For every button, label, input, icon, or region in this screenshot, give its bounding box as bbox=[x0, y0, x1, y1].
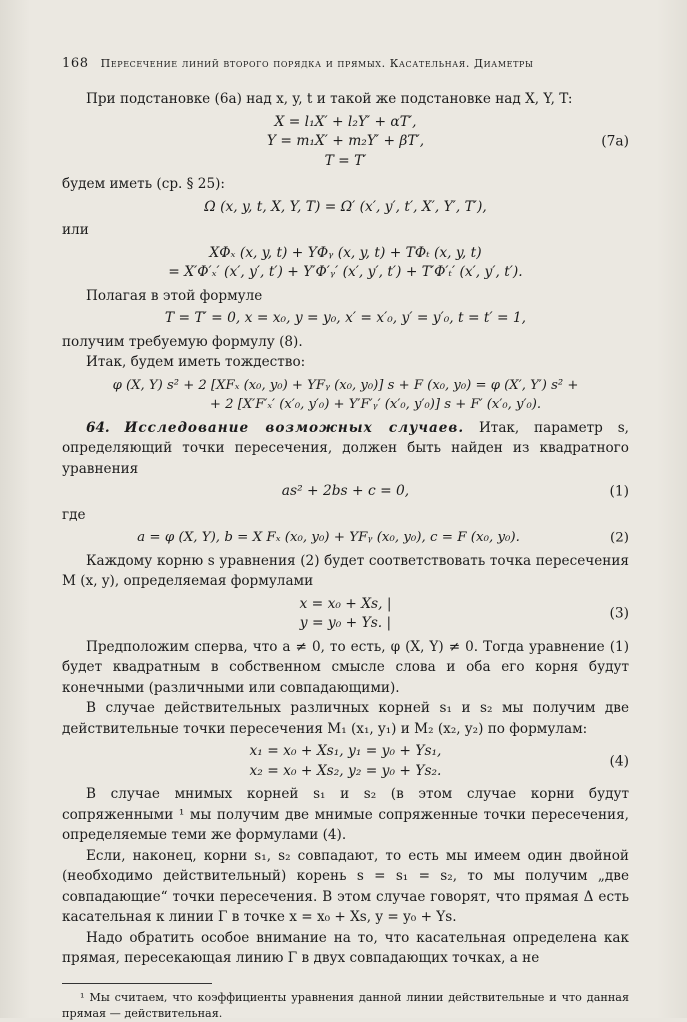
footnote-divider bbox=[62, 983, 212, 984]
paragraph: Если, наконец, корни s₁, s₂ совпадают, то есть мы имеем один двойной (необходимо действительный) корень s = s₁ = s₂, то мы получим „две совпадающие“ точки пересечения. В этом случае говорят, что прямая Δ есть касательная к линии Γ в точке x = x₀ + Xs, y = y₀ + Ys. bbox=[62, 847, 629, 925]
footnote: ¹ Мы считаем, что коэффициенты уравнения данной линии действительные и что данная прямая — действительная. bbox=[62, 990, 629, 1020]
paragraph: Итак, будем иметь тождество: bbox=[86, 354, 306, 370]
paragraph: Полагая в этой формуле bbox=[86, 287, 263, 304]
paragraph: Надо обратить особое внимание на то, что касательная определена как прямая, пересекающая линию Γ в двух совпадающих точках, а не bbox=[62, 929, 629, 966]
paragraph: будем иметь (ср. § 25): bbox=[62, 176, 225, 192]
page-number: 168 bbox=[62, 56, 89, 71]
equation-line: XΦₓ (x, y, t) + YΦᵧ (x, y, t) + TΦₜ (x, y, t) bbox=[209, 244, 482, 261]
equation-number: (7а) bbox=[601, 133, 629, 149]
paragraph: При подстановке (6а) над x, y, t и такой же подстановке над X, Y, T: bbox=[86, 91, 573, 107]
equation-2 bbox=[62, 528, 629, 548]
equation-3 bbox=[62, 595, 629, 634]
equation-line: φ (X, Y) s² + 2 [XFₓ (x₀, y₀) + YFᵧ (x₀, y₀)] s + F (x₀, y₀) = φ (X′, Y′) s² + bbox=[112, 377, 579, 393]
paragraph: В случае мнимых корней s₁ и s₂ (в этом случае корни будут сопряженными ¹ мы получим две мнимые сопряженные точки пересечения, определяемые теми же формулами (4). bbox=[62, 786, 629, 843]
equation-1 bbox=[62, 482, 629, 502]
running-title: Пересечение линий второго порядка и прямых. Касательная. Диаметры bbox=[100, 57, 534, 70]
section-paragraph bbox=[62, 418, 629, 480]
equation-line: as² + 2bs + c = 0, bbox=[281, 483, 410, 499]
equation-line: + 2 [X′F′ₓ′ (x′₀, y′₀) + Y′F′ᵧ′ (x′₀, y′₀)] s + F′ (x′₀, y′₀). bbox=[209, 397, 542, 412]
equation-line: a = φ (X, Y), b = X Fₓ (x₀, y₀) + YFᵧ (x₀, y₀), c = F (x₀, y₀). bbox=[137, 530, 520, 545]
section-number: 64. bbox=[86, 419, 110, 436]
equation-line: x₁ = x₀ + Xs₁, y₁ = y₀ + Ys₁, bbox=[249, 743, 442, 759]
equation-line: Ω (x, y, t, X, Y, T) = Ω′ (x′, y′, t′, X′, Y′, T′), bbox=[204, 198, 487, 215]
running-head bbox=[62, 56, 629, 71]
equation-line: T = T′ = 0, x = x₀, y = y₀, x′ = x′₀, y′ = y′₀, t = t′ = 1, bbox=[164, 310, 527, 326]
paragraph: или bbox=[62, 222, 89, 238]
equation-4 bbox=[62, 742, 629, 781]
section-title: Исследование возможных случаев. bbox=[124, 419, 465, 436]
equation-substitution bbox=[62, 309, 629, 329]
equation-line: = X′Φ′ₓ′ (x′, y′, t′) + Y′Φ′ᵧ′ (x′, y′, t′) + T′Φ′ₜ′ (x′, y′, t′). bbox=[168, 264, 523, 280]
equation-omega bbox=[62, 198, 629, 218]
section-text: Итак, параметр s, определяющий точки пересечения, должен быть найден из квадратного уравнения bbox=[62, 419, 629, 477]
equation-phi bbox=[62, 244, 629, 283]
paragraph: В случае действительных различных корней s₁ и s₂ мы получим две действительные точки пересечения M₁ (x₁, y₁) и M₂ (x₂, y₂) по формулам: bbox=[62, 700, 629, 737]
paragraph: Каждому корню s уравнения (2) будет соответствовать точка пересечения M (x, y), определяемая формулами bbox=[62, 552, 629, 589]
paragraph: Предположим сперва, что a ≠ 0, то есть, φ (X, Y) ≠ 0. Тогда уравнение (1) будет квадратным в собственном смысле слова и оба его корня будут конечными (различными или совпадающими). bbox=[62, 638, 629, 696]
equation-line: T = T′ bbox=[324, 152, 367, 169]
equation-number: (1) bbox=[609, 483, 629, 499]
equation-line: Y = m₁X′ + m₂Y′ + βT′, bbox=[266, 133, 425, 149]
equation-number: (3) bbox=[609, 605, 629, 622]
equation-number: (4) bbox=[609, 752, 629, 769]
equation-line: x = x₀ + Xs, | bbox=[299, 595, 392, 612]
equation-line: X = l₁X′ + l₂Y′ + αT′, bbox=[274, 113, 417, 130]
paragraph: где bbox=[62, 506, 86, 523]
paragraph: получим требуемую формулу (8). bbox=[62, 333, 303, 350]
equation-identity bbox=[62, 376, 629, 415]
equation-line: y = y₀ + Ys. | bbox=[299, 615, 392, 631]
equation-line: x₂ = x₀ + Xs₂, y₂ = y₀ + Ys₂. bbox=[249, 762, 442, 779]
equation-number: (2) bbox=[610, 530, 629, 545]
equation-7a bbox=[62, 113, 629, 172]
